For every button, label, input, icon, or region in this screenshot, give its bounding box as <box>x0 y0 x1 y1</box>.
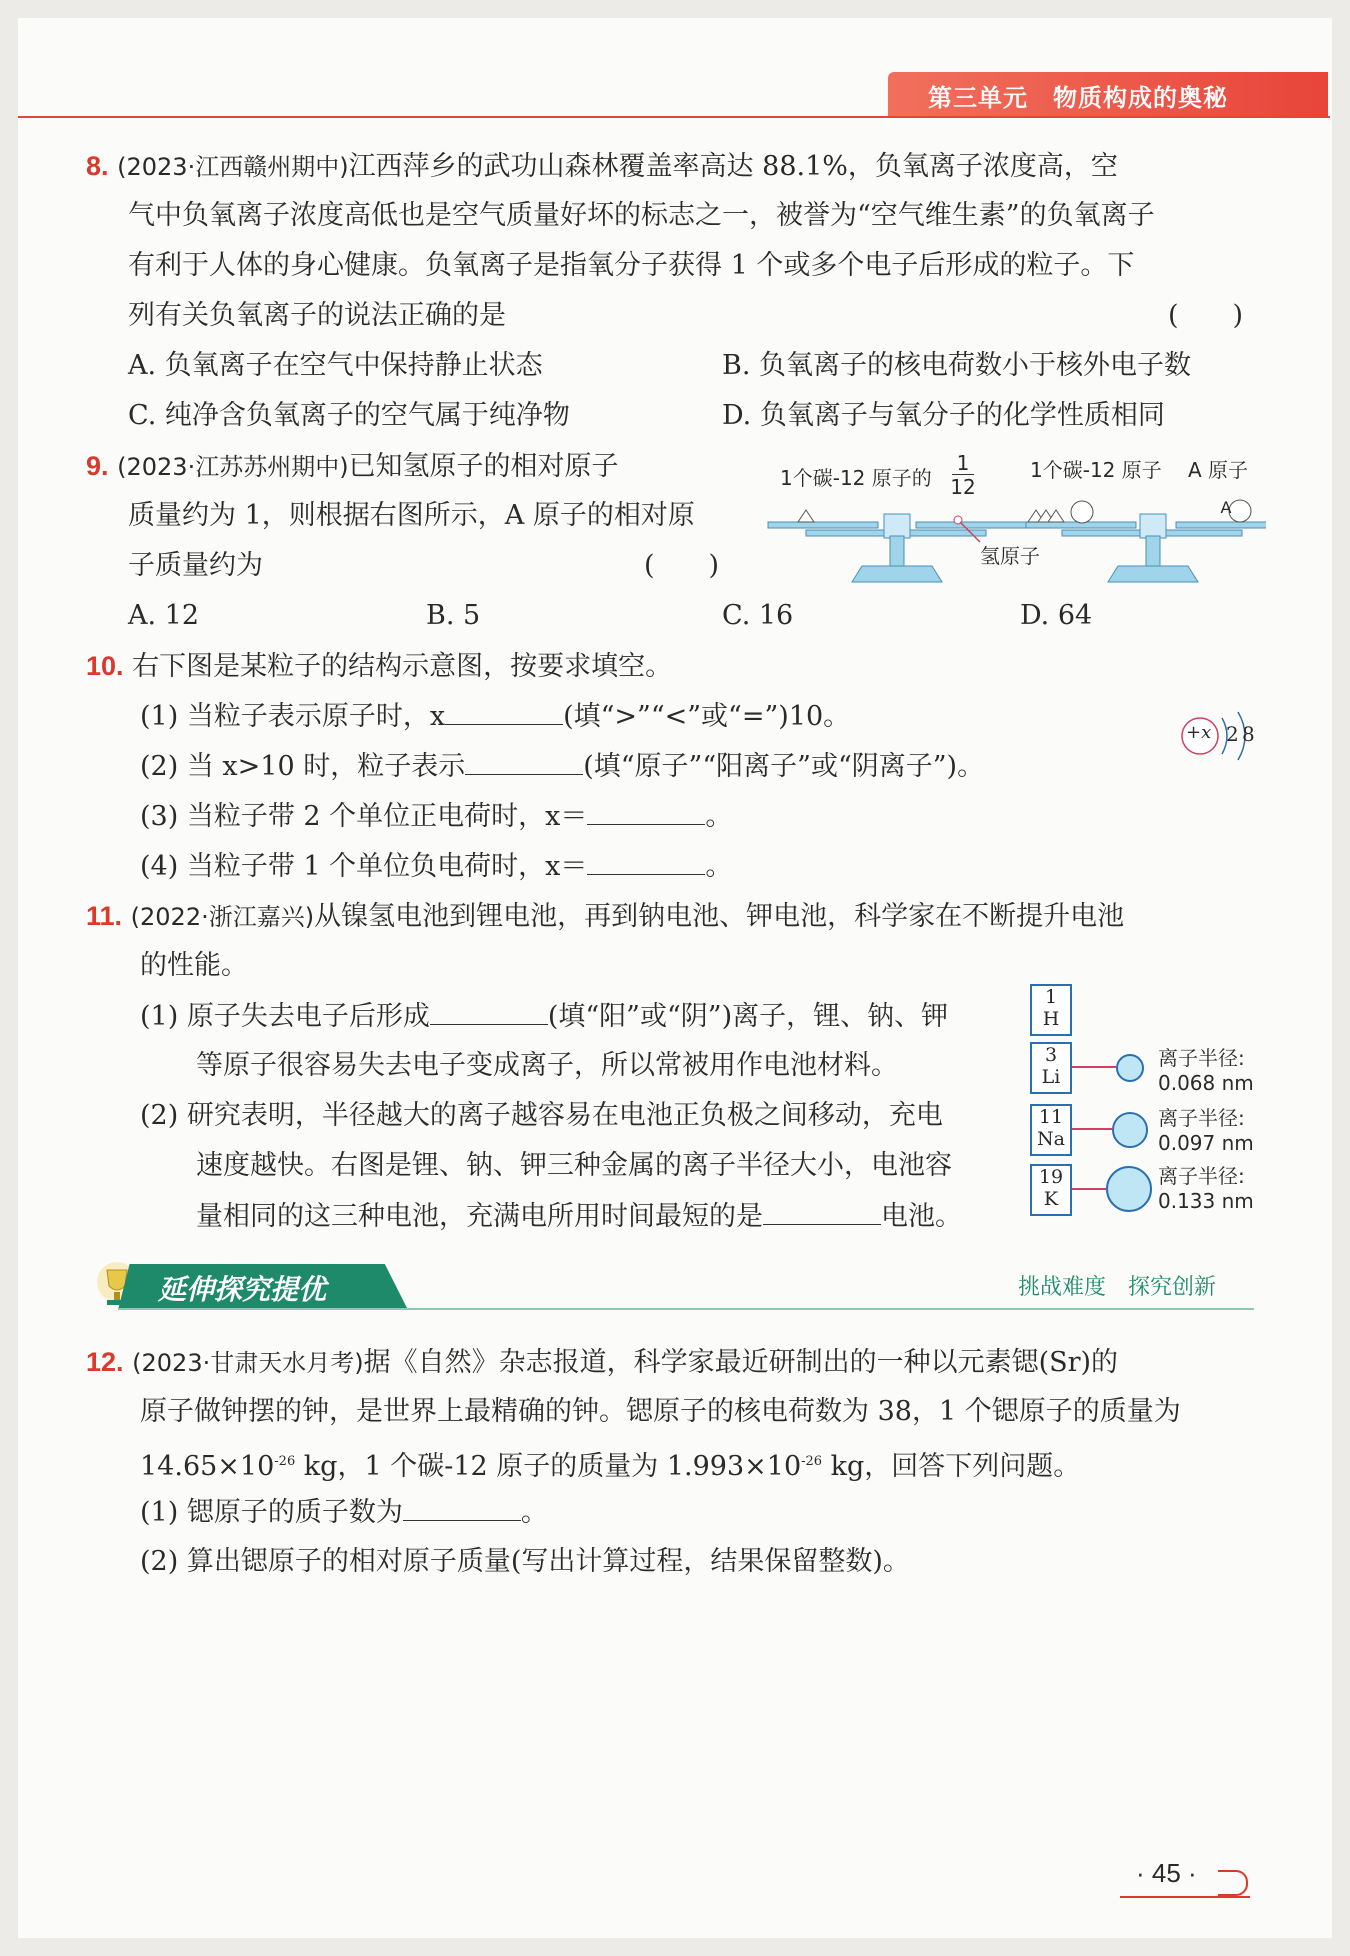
q10-item-1 <box>140 696 850 737</box>
q8-option-b[interactable]: B. 负氧离子的核电荷数小于核外电子数 <box>722 350 1192 381</box>
q11-part1-line-2: 等原子很容易失去电子变成离子，所以常被用作电池材料。 <box>196 1050 898 1081</box>
q10-item-4 <box>140 846 732 887</box>
element-box-h <box>1030 984 1072 1036</box>
element-box-li <box>1030 1042 1072 1094</box>
q12-item-1-blank[interactable] <box>403 1492 521 1521</box>
q10-item-1-text: (1) 当粒子表示原子时，x <box>140 701 446 732</box>
q11-part2-suffix: 电池。 <box>881 1201 962 1232</box>
q11-line-1 <box>86 896 1124 937</box>
page-number-underline <box>1120 1896 1250 1898</box>
q10-item-1-blank[interactable] <box>445 696 563 725</box>
q10-item-3-text: (3) 当粒子带 2 个单位正电荷时，x＝ <box>140 801 588 832</box>
element-li-number: 3 <box>1044 1044 1058 1066</box>
q11-number: 11. <box>86 901 123 931</box>
q9-answer-bracket: ( ) <box>644 550 720 581</box>
li-radius-title: 离子半径: <box>1158 1046 1245 1070</box>
q9-hydrogen-label: 氢原子 <box>980 544 1040 568</box>
element-k-number: 19 <box>1038 1166 1064 1188</box>
q11-part2-line-1: (2) 研究表明，半径越大的离子越容易在电池正负极之间移动，充电 <box>140 1100 943 1131</box>
q10-item-2-text: (2) 当 x>10 时，粒子表示 <box>140 751 466 782</box>
unit-title: 第三单元 物质构成的奥秘 <box>928 84 1228 112</box>
element-na-number: 11 <box>1038 1106 1064 1128</box>
element-h-number: 1 <box>1044 986 1058 1008</box>
q10-item-4-hint: 。 <box>705 851 733 882</box>
q11-part2-blank[interactable] <box>763 1196 881 1225</box>
q9-option-a[interactable]: A. 12 <box>128 600 200 631</box>
element-box-k <box>1030 1164 1072 1216</box>
q11-source: (2022·浙江嘉兴) <box>130 903 315 931</box>
q8-option-a[interactable]: A. 负氧离子在空气中保持静止状态 <box>128 350 543 381</box>
q9-right-label-a: A 原子 <box>1188 458 1249 482</box>
q12-text-1: 据《自然》杂志报道，科学家最近研制出的一种以元素锶(Sr)的 <box>363 1347 1119 1378</box>
section-subtitle: 挑战难度 探究创新 <box>1018 1275 1217 1300</box>
q11-part1-blank[interactable] <box>430 996 548 1025</box>
q10-shell-1: 2 <box>1226 722 1239 746</box>
q8-option-c[interactable]: C. 纯净含负氧离子的空气属于纯净物 <box>128 400 570 431</box>
q10-item-4-blank[interactable] <box>587 846 705 875</box>
k-ion-circle <box>1106 1166 1152 1212</box>
q11-part2-line-3 <box>196 1196 962 1237</box>
q10-item-3-hint: 。 <box>705 801 733 832</box>
q10-shell-2: 8 <box>1242 722 1255 746</box>
q8-source: (2023·江西赣州期中) <box>117 153 349 181</box>
page-number: · 45 · <box>1136 1858 1197 1888</box>
section-rule <box>118 1308 1254 1310</box>
q12-answer-area[interactable] <box>140 1600 1260 1820</box>
q9-option-b[interactable]: B. 5 <box>426 600 481 631</box>
element-li-symbol: Li <box>1041 1066 1061 1088</box>
q10-number: 10. <box>86 651 124 681</box>
q12-line-1 <box>86 1342 1118 1383</box>
q8-number: 8. <box>86 151 109 181</box>
q11-part2-text: 量相同的这三种电池，充满电所用时间最短的是 <box>196 1201 763 1232</box>
q12-carbon-mass: kg，1 个碳-12 原子的质量为 1.993×10 <box>295 1451 802 1482</box>
q12-item-2: (2) 算出锶原子的相对原子质量(写出计算过程，结果保留整数)。 <box>140 1546 910 1577</box>
li-radius-value: 0.068 nm <box>1158 1071 1254 1095</box>
q9-right-label-carbon: 1个碳-12 原子 <box>1030 458 1162 482</box>
q9-circle-a-label: A <box>1220 498 1232 517</box>
q12-source: (2023·甘肃天水月考) <box>132 1349 364 1377</box>
q12-item-1-text: (1) 锶原子的质子数为 <box>140 1497 403 1528</box>
section-title: 延伸探究提优 <box>158 1273 327 1306</box>
k-radius-title: 离子半径: <box>1158 1164 1245 1188</box>
q12-line-3 <box>140 1442 1080 1487</box>
q12-item-1-suffix: 。 <box>520 1497 548 1528</box>
q9-source: (2023·江苏苏州期中) <box>117 453 349 481</box>
k-radius-value: 0.133 nm <box>1158 1189 1254 1213</box>
q8-text-1: 江西萍乡的武功山森林覆盖率高达 88.1%，负氧离子浓度高，空 <box>348 151 1118 182</box>
q12-exp-1: -26 <box>274 1454 296 1469</box>
q8-line-2: 气中负氧离子浓度高低也是空气质量好坏的标志之一，被誉为“空气维生素”的负氧离子 <box>128 200 1155 231</box>
q9-line-1 <box>86 446 619 487</box>
li-ion-circle <box>1116 1054 1144 1082</box>
element-na-symbol: Na <box>1037 1128 1065 1150</box>
q9-fraction-denominator: 12 <box>950 475 976 499</box>
q10-stem: 右下图是某粒子的结构示意图，按要求填空。 <box>132 651 673 682</box>
li-radius-label <box>1158 1046 1254 1096</box>
q8-option-d[interactable]: D. 负氧离子与氧分子的化学性质相同 <box>722 400 1165 431</box>
q10-line-stem <box>86 646 672 687</box>
q10-item-2-blank[interactable] <box>465 746 583 775</box>
q9-option-c[interactable]: C. 16 <box>722 600 794 631</box>
q10-nucleus-label: +x <box>1186 722 1212 743</box>
q11-text-1: 从镍氢电池到锂电池，再到钠电池、钾电池，科学家在不断提升电池 <box>314 901 1125 932</box>
na-connector <box>1072 1128 1112 1130</box>
q10-item-3 <box>140 796 732 837</box>
header-rule <box>18 116 1330 118</box>
q12-strontium-mass: 14.65×10 <box>140 1451 275 1482</box>
q9-option-d[interactable]: D. 64 <box>1020 600 1093 631</box>
q10-item-2-hint: (填“原子”“阳离子”或“阴离子”)。 <box>583 751 985 782</box>
q8-line-3: 有利于人体的身心健康。负氧离子是指氧分子获得 1 个或多个电子后形成的粒子。下 <box>128 250 1135 281</box>
q9-line-2: 质量约为 1，则根据右图所示，A 原子的相对原 <box>128 500 695 531</box>
q10-item-1-hint: (填“>”“<”或“=”)10。 <box>563 701 851 732</box>
q11-line-2: 的性能。 <box>140 950 248 981</box>
element-box-na <box>1030 1104 1072 1156</box>
q12-number: 12. <box>86 1347 124 1377</box>
q11-part1-text: (1) 原子失去电子后形成 <box>140 1001 430 1032</box>
na-radius-value: 0.097 nm <box>1158 1131 1254 1155</box>
q12-exp-2: -26 <box>801 1454 823 1469</box>
element-h-symbol: H <box>1042 1008 1060 1030</box>
q11-part1-hint: (填“阳”或“阴”)离子，锂、钠、钾 <box>547 1001 949 1032</box>
q9-fraction-numerator: 1 <box>952 452 974 475</box>
li-connector <box>1072 1066 1116 1068</box>
q12-line-2: 原子做钟摆的钟，是世界上最精确的钟。锶原子的核电荷数为 38，1 个锶原子的质量为 <box>140 1396 1181 1427</box>
na-radius-title: 离子半径: <box>1158 1106 1245 1130</box>
q9-number: 9. <box>86 451 109 481</box>
q9-line-3: 子质量约为 <box>128 550 263 581</box>
q10-item-4-text: (4) 当粒子带 1 个单位负电荷时，x＝ <box>140 851 588 882</box>
k-radius-label <box>1158 1164 1254 1214</box>
q8-line-4: 列有关负氧离子的说法正确的是 <box>128 300 506 331</box>
na-radius-label <box>1158 1106 1254 1156</box>
q10-item-2 <box>140 746 984 787</box>
q12-line-3-end: kg，回答下列问题。 <box>822 1451 1081 1482</box>
q9-left-label: 1个碳-12 原子的 <box>780 466 932 490</box>
q12-item-1 <box>140 1492 548 1533</box>
q9-text-1: 已知氢原子的相对原子 <box>348 451 619 482</box>
q11-part1-line-1 <box>140 996 948 1037</box>
q10-item-3-blank[interactable] <box>587 796 705 825</box>
q8-answer-bracket: ( ) <box>1168 300 1244 331</box>
q11-part2-line-2: 速度越快。右图是锂、钠、钾三种金属的离子半径大小，电池容 <box>196 1150 952 1181</box>
element-k-symbol: K <box>1043 1188 1059 1210</box>
q8-line-1 <box>86 146 1118 187</box>
page-corner-hook-icon <box>1218 1870 1248 1896</box>
k-connector <box>1072 1188 1106 1190</box>
na-ion-circle <box>1112 1112 1148 1148</box>
